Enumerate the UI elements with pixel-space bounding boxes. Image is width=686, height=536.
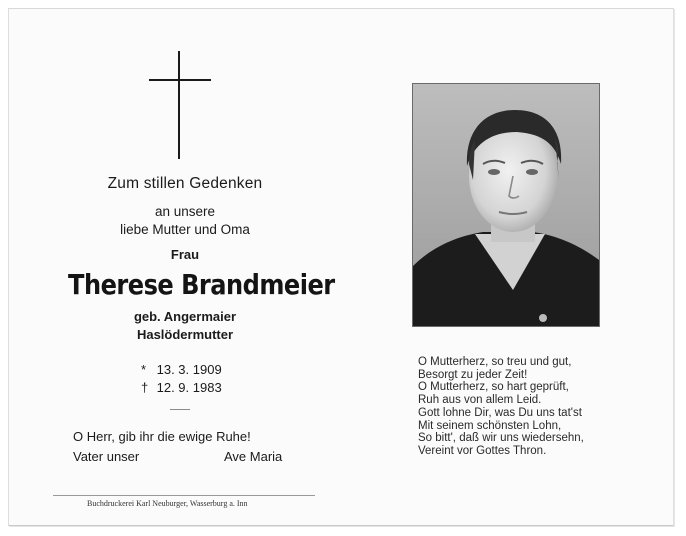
printer-imprint: Buchdruckerei Karl Neuburger, Wasserburg a. Inn xyxy=(87,499,248,508)
poem xyxy=(418,356,584,458)
separator-dash xyxy=(170,409,190,410)
heading: Zum stillen Gedenken xyxy=(107,175,263,192)
poem-line: So bitt', daß wir uns wiedersehn, xyxy=(418,432,584,445)
poem-line: Vereint vor Gottes Thron. xyxy=(418,444,547,457)
memorial-card xyxy=(8,8,674,526)
poem-line: Ruh aus von allem Leid. xyxy=(418,394,542,407)
birth-symbol: * xyxy=(141,362,147,377)
cross-icon-vertical-bar xyxy=(178,51,180,159)
printer-divider xyxy=(53,495,315,496)
cross-icon-horizontal-bar xyxy=(149,79,211,81)
deceased-name: Therese Brandmeier xyxy=(68,268,335,301)
death-date-line xyxy=(141,380,222,395)
cross-icon xyxy=(149,51,211,159)
memorial-text-panel xyxy=(9,9,361,525)
poem-line: Gott lohne Dir, was Du uns tat'st xyxy=(418,406,582,419)
death-symbol: † xyxy=(141,380,149,395)
poem-line: Mit seinem schönsten Lohn, xyxy=(418,419,562,432)
birth-date: 13. 3. 1909 xyxy=(156,362,222,377)
prayer-ave-maria: Ave Maria xyxy=(224,449,283,464)
title-frau: Frau xyxy=(170,247,200,262)
prayer-vater-unser: Vater unser xyxy=(73,449,140,464)
portrait-illustration xyxy=(413,84,599,326)
dedication-line-1: an unsere xyxy=(154,204,216,219)
poem-line: O Mutterherz, so treu und gut, xyxy=(418,356,572,368)
death-date: 12. 9. 1983 xyxy=(156,380,222,395)
farm-name: Haslödermutter xyxy=(136,327,234,342)
portrait-photo xyxy=(412,83,600,327)
poem-line: Besorgt zu jeder Zeit! xyxy=(418,368,528,381)
prayer-line: O Herr, gib ihr die ewige Ruhe! xyxy=(73,429,251,444)
maiden-name: geb. Angermaier xyxy=(133,309,237,324)
birth-date-line xyxy=(141,362,222,377)
dedication-line-2: liebe Mutter und Oma xyxy=(120,222,250,237)
poem-line: O Mutterherz, so hart geprüft, xyxy=(418,381,569,394)
